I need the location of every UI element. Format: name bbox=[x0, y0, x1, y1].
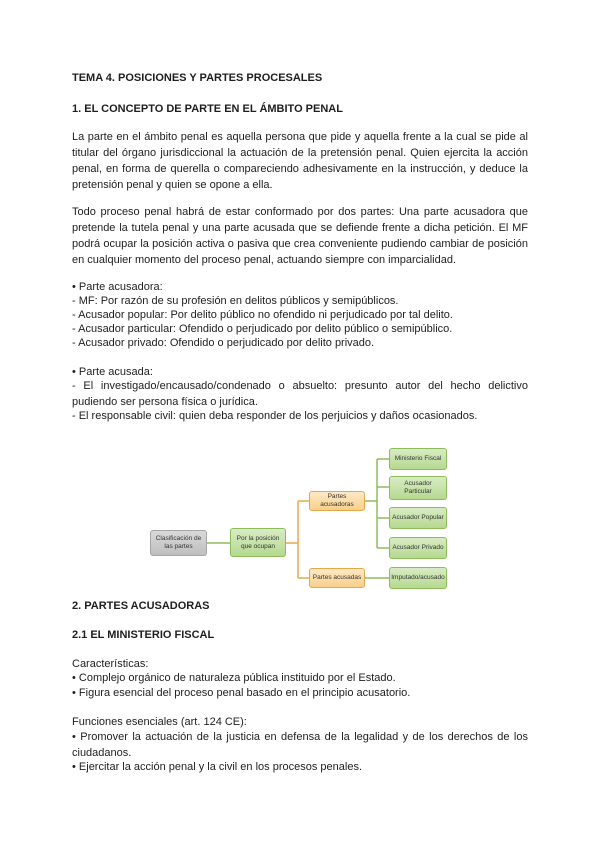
diagram-root-node: Clasificación de las partes bbox=[150, 530, 207, 556]
page-title: TEMA 4. POSICIONES Y PARTES PROCESALES bbox=[72, 72, 323, 84]
section-1-paragraph-1: La parte en el ámbito penal es aquella persona que pide y aquella frente a la cual se pide al titular del órgano jurisdiccional la actuación de la pretensión penal. Quien ejercita la acción penal, en forma de querella o compareciendo adhesivamente en la instrucción, y deduce la pretensión penal y quien se opone a ella. bbox=[72, 131, 528, 191]
parte-acusadora-item: - Acusador popular: Por delito público no ofendido ni perjudicado por tal delito. bbox=[72, 309, 453, 321]
diagram-leaf-node: Acusador Popular bbox=[389, 507, 447, 529]
parte-acusada-item: - El investigado/encausado/condenado o absuelto: presunto autor del hecho delictivo pudiendo ser persona física o jurídica. bbox=[72, 380, 528, 408]
section-1-heading: 1. EL CONCEPTO DE PARTE EN EL ÁMBITO PENAL bbox=[72, 103, 343, 115]
diagram-leaf-node: Ministerio Fiscal bbox=[389, 448, 447, 470]
diagram-leaf-node: Acusador Privado bbox=[389, 537, 447, 559]
diagram-leaf-node: Acusador Particular bbox=[389, 476, 447, 500]
funcion-item: • Promover la actuación de la justicia en defensa de la legalidad y de los derechos de los ciudadanos. bbox=[72, 731, 528, 759]
parte-acusadora-title: • Parte acusadora: bbox=[72, 281, 163, 293]
diagram-partes-acusadoras-node: Partes acusadoras bbox=[309, 491, 365, 511]
diagram-partes-acusadas-node: Partes acusadas bbox=[309, 568, 365, 588]
caracteristicas-title: Características: bbox=[72, 658, 149, 670]
diagram-leaf-node: Imputado/acusado bbox=[389, 567, 447, 589]
parte-acusadora-item: - Acusador particular: Ofendido o perjudicado por delito público o semipúblico. bbox=[72, 323, 453, 335]
parte-acusada-title: • Parte acusada: bbox=[72, 366, 153, 378]
funcion-item: • Ejercitar la acción penal y la civil en los procesos penales. bbox=[72, 761, 362, 773]
parte-acusadora-item: - Acusador privado: Ofendido o perjudicado por delito privado. bbox=[72, 337, 375, 349]
section-1-paragraph-2: Todo proceso penal habrá de estar conformado por dos partes: Una parte acusadora que pretende la tutela penal y una parte acusada que se defiende frente a dicha petición. El MF podrá ocupar la posición activa o pasiva que crea conveniente pudiendo cambiar de posición en cualquier momento del proceso penal, actuando siempre con imparcialidad. bbox=[72, 206, 528, 266]
parte-acusadora-item: - MF: Por razón de su profesión en delitos públicos y semipúblicos. bbox=[72, 295, 399, 307]
caracteristica-item: • Complejo orgánico de naturaleza pública instituido por el Estado. bbox=[72, 672, 396, 684]
diagram-level1-node: Por la posición que ocupan bbox=[230, 528, 286, 557]
parte-acusada-item: - El responsable civil: quien deba responder de los perjuicios y daños ocasionados. bbox=[72, 410, 478, 422]
funciones-title: Funciones esenciales (art. 124 CE): bbox=[72, 716, 247, 728]
section-2-heading: 2. PARTES ACUSADORAS bbox=[72, 600, 210, 612]
caracteristica-item: • Figura esencial del proceso penal basado en el principio acusatorio. bbox=[72, 687, 411, 699]
section-2-1-heading: 2.1 EL MINISTERIO FISCAL bbox=[72, 629, 215, 641]
